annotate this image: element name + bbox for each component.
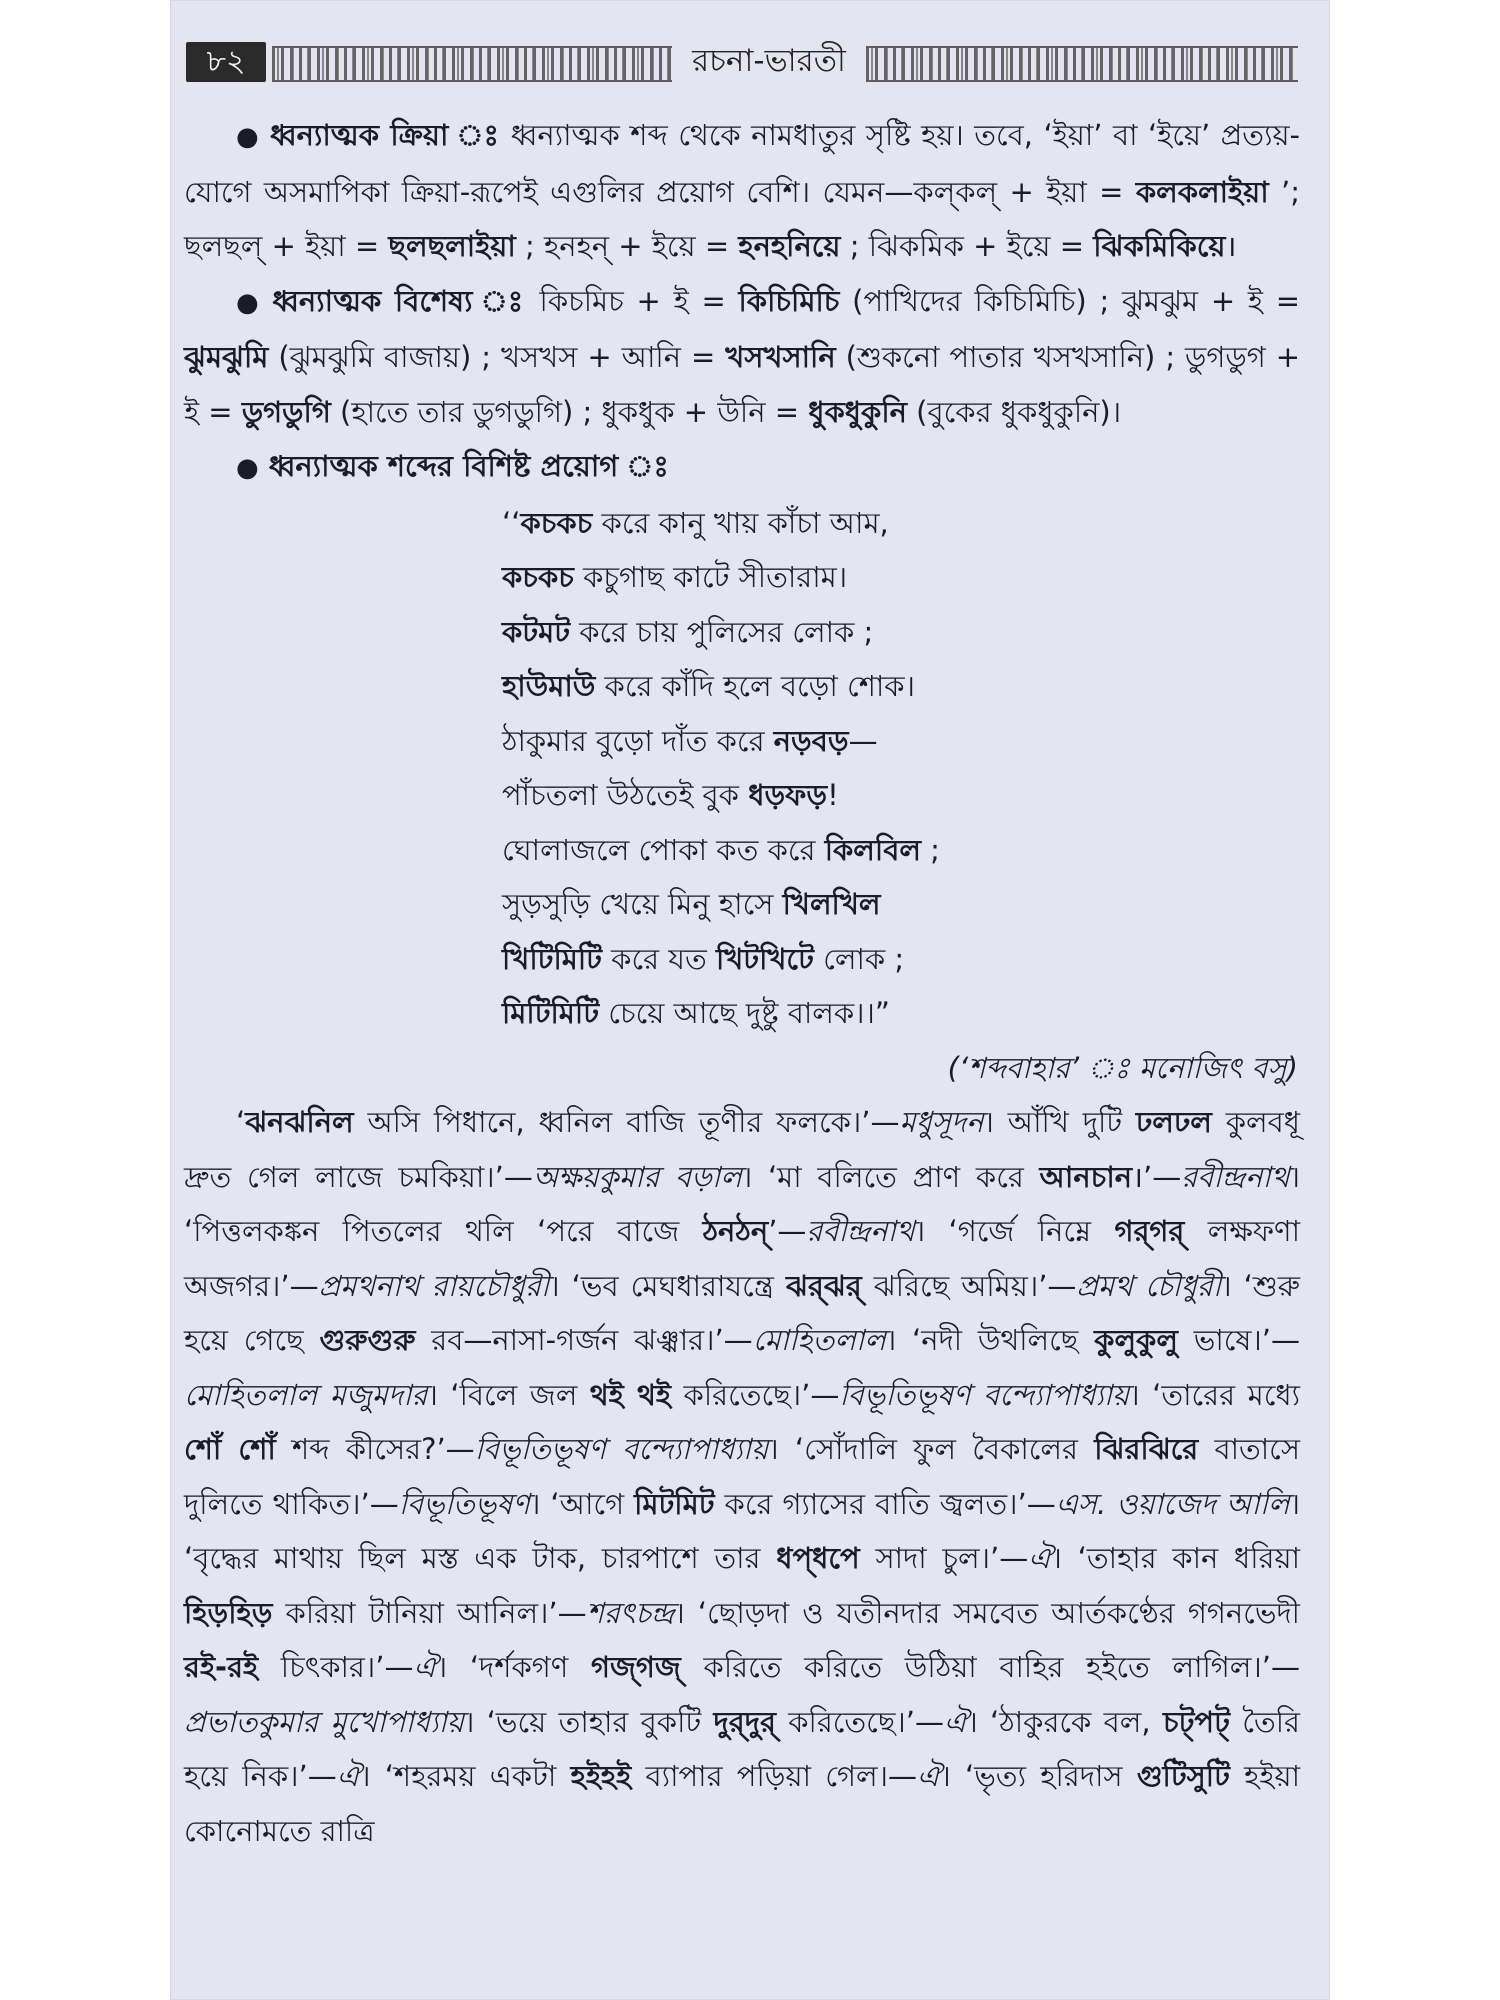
poem-line: [502, 986, 1300, 1041]
example-word: ঝনঝনিল: [245, 1105, 354, 1139]
author: বিভূতিভূষণ বন্দ্যোপাধ্যায়: [474, 1432, 769, 1466]
author: বিভূতিভূষণ বন্দ্যোপাধ্যায়: [839, 1377, 1130, 1412]
example-word: ঝিরঝিরে: [1094, 1432, 1199, 1466]
example-word: ঝিকমিকিয়ে: [1093, 229, 1226, 263]
poem-line: [502, 768, 1300, 823]
poem-line: [502, 932, 1300, 987]
text: ধ্বন্যাত্মক শব্দ থেকে নামধাতুর সৃষ্টি হয়। তবে, ‘ইয়া’ বা ‘ইয়ে’ প্রত্যয়-যোগে অসমাপিকা ক্রিয়া-রূপেই এগুলির প্রয়োগ বেশি। যেমন—কল্‌কল্‌ + ইয়া =: [184, 118, 1301, 209]
text: । ‘নদী উথলিছে: [885, 1323, 1095, 1357]
page-header: [186, 38, 1298, 84]
example-word: কুলুকুলু: [1094, 1323, 1178, 1357]
author: ঐ: [1028, 1541, 1052, 1575]
header-ornament-left: [272, 46, 672, 82]
author: ঐ: [413, 1650, 437, 1684]
text: ব্যাপার পড়িয়া গেল।—: [631, 1759, 918, 1793]
section-title-verb: ধ্বন্যাত্মক ক্রিয়া ঃ: [269, 118, 501, 152]
text: চিৎকার।’—: [258, 1650, 414, 1684]
example-word: ঝর্‌ঝর্‌: [785, 1268, 862, 1303]
bullet-icon: ●: [236, 453, 259, 483]
poem-line: [502, 496, 1300, 551]
text: করিতে করিতে উঠিয়া বাহির হইতে লাগিল।’—: [680, 1650, 1300, 1684]
text: করিয়া টানিয়া আনিল।’—: [272, 1595, 587, 1630]
text: করে চায় পুলিসের লোক ;: [570, 614, 874, 649]
example-word: দুর্‌দুর্‌: [713, 1704, 776, 1739]
page-number: ৮২: [186, 42, 266, 82]
text: । ‘ভয়ে তাহার বুকটি: [463, 1704, 714, 1739]
example-word: ডুগডুগি: [241, 394, 331, 429]
example-word: গুরুগুরু: [319, 1323, 416, 1357]
text: লক্ষফণা অজগর।’—: [184, 1214, 1300, 1303]
author: প্রমথনাথ রায়চৌধুরী: [318, 1268, 550, 1303]
text: —: [848, 723, 878, 758]
example-word: কলকলাইয়া: [1135, 174, 1269, 209]
author: প্রমথ চৌধুরী: [1076, 1268, 1222, 1303]
example-word: আনচান: [1039, 1159, 1133, 1194]
text: ; ঝিকমিক + ইয়ে =: [840, 229, 1094, 263]
author: অক্ষয়কুমার বড়াল: [532, 1159, 742, 1194]
example-word: গজ্‌গজ্‌: [590, 1650, 681, 1684]
text: ’; ছলছল্‌ + ইয়া =: [184, 174, 1300, 263]
author: মোহিতলাল মজুমদার: [184, 1377, 428, 1412]
text: তৈরি হয়ে নিক।’—: [184, 1704, 1300, 1793]
text: ‘‘: [502, 505, 521, 540]
example-word: হিড়হিড়: [184, 1595, 273, 1630]
paragraph-quotes: [184, 1095, 1300, 1858]
text: করে গ্যাসের বাতি জ্বলত।’—: [714, 1486, 1056, 1521]
author: ঐ: [917, 1759, 941, 1793]
example-word: কচকচ: [520, 505, 593, 540]
poem-attribution: (‘শব্দবাহার’ ঃ মনোজিৎ বসু): [947, 1050, 1298, 1085]
poem-line: [502, 823, 1300, 878]
text: কুলবধূ দ্রুত গেল লাজে চমকিয়া।’—: [184, 1105, 1300, 1194]
text: শব্দ কীসের?’—: [275, 1432, 475, 1466]
text: । ‘ছোড়দা ও যতীনদার সমবেত আর্তকণ্ঠের গগনভেদী: [674, 1595, 1300, 1630]
example-word: হনহনিয়ে: [738, 229, 841, 263]
example-word: চট্‌পট্‌: [1162, 1704, 1230, 1739]
example-word: শোঁ শোঁ: [184, 1432, 276, 1466]
poem-line: [502, 605, 1300, 660]
text: (বুকের ধুকধুকুনি)।: [906, 394, 1122, 429]
example-word: কিচিমিচি: [738, 283, 840, 318]
text: । ‘বৃদ্ধের মাথায় ছিল মস্ত এক টাক, চারপাশে তার: [184, 1486, 1301, 1575]
text: (শুকনো পাতার খসখসানি) ; ডুগডুগ + ই =: [184, 340, 1300, 429]
text: রব—নাসা-গর্জন ঝঞ্ঝার।’—: [415, 1323, 753, 1357]
text: ঘোলাজলে পোকা কত করে: [502, 832, 825, 867]
text: । ‘বিলে জল: [427, 1377, 590, 1412]
text: ; হনহন্‌ + ইয়ে =: [515, 229, 739, 263]
text: হইয়া কোনোমতে রাত্রি: [184, 1759, 1300, 1848]
example-word: ধড়ফড়: [748, 778, 828, 812]
text: ভাষে।’—: [1177, 1323, 1300, 1357]
paragraph-usage: [184, 439, 1300, 496]
text: । ‘সোঁদালি ফুল বৈকালের: [768, 1432, 1095, 1466]
example-word: ধুকধুকুনি: [808, 394, 907, 429]
example-word: খিলখিল: [782, 887, 881, 921]
section-title-noun: ধ্বন্যাত্মক বিশেষ্য ঃ: [272, 283, 527, 318]
text: অসি পিধানে, ধ্বনিল বাজি তূণীর ফলকে।’—: [353, 1105, 900, 1139]
poem-line: [502, 714, 1300, 769]
example-word: ঝুমঝুমি: [184, 340, 269, 374]
example-word: কচকচ: [502, 560, 574, 594]
poem-line: [502, 550, 1300, 605]
example-word: মিটমিট: [634, 1486, 715, 1521]
poem-line: [502, 659, 1300, 714]
text: ‘: [236, 1105, 246, 1139]
example-word: গর্‌গর্‌: [1114, 1214, 1185, 1248]
text: সাদা চুল।’—: [859, 1541, 1029, 1575]
text: । ‘ঠাকুরকে বল,: [967, 1704, 1163, 1739]
text: সুড়সুড়ি খেয়ে মিনু হাসে: [502, 887, 783, 921]
text: কিচমিচ + ই =: [526, 283, 739, 318]
example-word: কটমট: [502, 614, 570, 649]
running-title: রচনা-ভারতী: [692, 43, 846, 79]
example-word: রই-রই: [184, 1650, 259, 1684]
text: ঠাকুমার বুড়ো দাঁত করে: [502, 723, 774, 758]
author: বিভূতিভূষণ: [398, 1486, 530, 1521]
text: । ‘ভব মেঘধারাযন্ত্রে: [549, 1268, 786, 1303]
paragraph-verb: [184, 108, 1300, 274]
section-title-usage: ধ্বন্যাত্মক শব্দের বিশিষ্ট প্রয়োগ ঃ: [268, 449, 669, 483]
text: করিতেছে।’—: [775, 1704, 945, 1739]
author: মোহিতলাল: [752, 1323, 886, 1357]
text: কচুগাছ কাটে সীতারাম।: [573, 560, 848, 594]
text: ।’—: [1132, 1159, 1182, 1194]
text: করে কাঁদি হলে বড়ো শোক।: [595, 669, 915, 703]
text: চেয়ে আছে দুষ্টু বালক।।”: [599, 996, 890, 1030]
author: এস. ওয়াজেদ আলি: [1055, 1486, 1290, 1521]
author: শরৎচন্দ্র: [586, 1595, 675, 1630]
text: !: [827, 778, 839, 812]
text: । ‘ভৃত্য হরিদাস: [940, 1759, 1137, 1793]
book-page: [170, 0, 1330, 2000]
text: । ‘পিত্তলকঙ্কন পিতলের থলি ‘পরে বাজে: [184, 1159, 1300, 1248]
example-word: হইহই: [570, 1759, 632, 1793]
example-word: খিটিমিটি: [502, 941, 602, 976]
text: । ‘তারের মধ্যে: [1129, 1377, 1301, 1412]
text: (হাতে তার ডুগডুগি) ; ধুকধুক + উনি =: [330, 394, 809, 429]
author: রবীন্দ্রনাথ: [806, 1214, 915, 1248]
text: বাতাসে দুলিতে থাকিত।’—: [184, 1432, 1300, 1521]
author: ঐ: [336, 1759, 361, 1793]
text: করিতেছে।’—: [671, 1377, 840, 1412]
text: (পাখিদের কিচিমিচি) ; ঝুমঝুম + ই =: [839, 283, 1301, 318]
text: । ‘শুরু হয়ে গেছে: [184, 1268, 1301, 1357]
author: রবীন্দ্রনাথ: [1181, 1159, 1290, 1194]
example-word: খসখসানি: [725, 340, 836, 374]
text: করে কানু খায় কাঁচা আম,: [592, 505, 889, 540]
example-word: গুটিসুটি: [1136, 1759, 1230, 1793]
example-word: খিটখিটে: [715, 941, 814, 976]
example-word: ধপ্‌ধপে: [776, 1541, 860, 1575]
example-word: মিটিমিটি: [502, 996, 599, 1030]
text: ঝরিছে অমিয়।’—: [861, 1268, 1077, 1303]
poem-line: [502, 877, 1300, 932]
text: ;: [920, 832, 940, 867]
text: । ‘শহরময় একটা: [360, 1759, 571, 1793]
header-ornament-right: [866, 46, 1298, 82]
example-word: ছলছলাইয়া: [388, 229, 516, 263]
text: ’—: [768, 1214, 807, 1248]
example-word: ঠনঠন্‌: [702, 1214, 769, 1248]
author: প্রভাতকুমার মুখোপাধ্যায়: [184, 1704, 464, 1739]
text: ।: [1225, 229, 1237, 263]
text: (ঝুমঝুমি বাজায়) ; খসখস + আনি =: [268, 340, 726, 374]
text: । ‘মা বলিতে প্রাণ করে: [741, 1159, 1040, 1194]
bullet-icon: ●: [236, 287, 263, 318]
example-word: ঢলঢল: [1135, 1105, 1212, 1139]
example-word: হাউমাউ: [502, 669, 596, 703]
paragraph-noun: [184, 274, 1300, 440]
example-word: নড়বড়: [773, 723, 849, 758]
page-body: [184, 108, 1300, 1858]
poem: [502, 496, 1300, 1041]
text: । আঁখি দুটি: [983, 1105, 1136, 1139]
example-word: থই থই: [589, 1377, 672, 1412]
example-word: কিলবিল: [824, 832, 921, 867]
author: ঐ: [944, 1704, 968, 1739]
author: মধুসূদন: [899, 1105, 984, 1139]
text: পাঁচতলা উঠতেই বুক: [502, 778, 749, 812]
text: । ‘তাহার কান ধরিয়া: [1051, 1541, 1301, 1575]
bullet-icon: ●: [236, 122, 260, 152]
text: । ‘গর্জে নিম্নে: [914, 1214, 1115, 1248]
text: । ‘আগে: [529, 1486, 635, 1521]
text: । ‘দর্শকগণ: [436, 1650, 591, 1684]
text: করে যত: [601, 941, 716, 976]
text: লোক ;: [813, 941, 905, 976]
